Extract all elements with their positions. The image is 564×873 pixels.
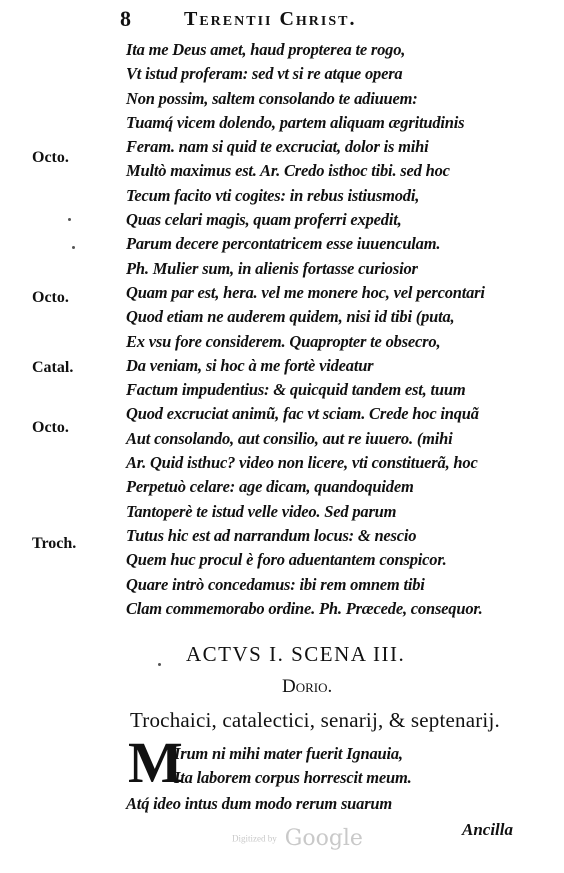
verse-line: Ex vsu fore considerem. Quapropter te obsecro, (126, 331, 441, 351)
verse-line: Da veniam, si hoc à me fortè videatur (126, 355, 374, 375)
verse-line: Factum impudentius: & quicquid tandem est, tuum (126, 380, 466, 400)
margin-note-octo: Octo. (32, 419, 69, 436)
page-header (120, 6, 460, 32)
speaker-heading: Dorio. (282, 676, 333, 697)
dropcap-verse-block (174, 742, 412, 790)
meter-heading: Trochaici, catalectici, senarij, & septenarij. (130, 708, 500, 732)
ink-speck (72, 246, 75, 249)
verse-line: Perpetuò celare: age dicam, quandoquidem (126, 477, 414, 497)
verse-line: Quod excruciat animũ, fac vt sciam. Crede hoc inquã (126, 404, 479, 424)
verse-block (126, 38, 556, 621)
verse-line: Quas celari magis, quam proferri expedit, (126, 210, 402, 230)
catchword: Ancilla (462, 820, 514, 839)
verse-line: Vt istud proferam: sed vt si re atque opera (126, 64, 403, 84)
ink-speck (68, 218, 71, 221)
verse-line: Atq́ ideo intus dum modo rerum suarum (126, 794, 393, 813)
verse-line: Non possim, saltem consolando te adiuuem: (126, 88, 418, 108)
drop-cap: M (128, 730, 183, 795)
verse-line: Irum ni mihi mater fuerit Ignauia, (174, 744, 403, 763)
verse-line: Parum decere percontatricem esse iuuenculam. (126, 234, 441, 254)
watermark-prefix: Digitized by (232, 833, 277, 844)
margin-note-troch: Troch. (32, 535, 77, 552)
verse-line: Ar. Quid isthuc? video non licere, vti constituerã, hoc (126, 453, 478, 473)
margin-note-octo: Octo. (32, 289, 69, 306)
verse-line: Ita me Deus amet, haud propterea te rogo, (126, 40, 406, 59)
verse-line: Quam par est, hera. vel me monere hoc, vel percontari (126, 282, 485, 302)
margin-note-catal: Catal. (32, 359, 74, 376)
verse-line: Multò maximus est. Ar. Credo isthoc tibi. sed hoc (126, 161, 450, 181)
verse-line: Quem huc procul è foro aduentantem conspicor. (126, 550, 447, 570)
verse-line: Clam commemorabo ordine. Ph. Præcede, consequor. (126, 598, 483, 618)
act-scene-heading: ACTVS I. SCENA III. (186, 642, 406, 666)
verse-line: Feram. nam si quid te excruciat, dolor is mihi (126, 137, 429, 157)
verse-line: Quare intrò concedamus: ibi rem omnem tibi (126, 574, 425, 594)
verse-line: Tecum facito vti cogites: in rebus istiusmodi, (126, 185, 420, 205)
page-number: 8 (120, 6, 131, 31)
digitization-watermark (232, 826, 363, 851)
verse-line: Ph. Mulier sum, in alienis fortasse curiosior (126, 258, 418, 278)
ink-speck (158, 663, 161, 666)
verse-line: Tantoperè te istud velle video. Sed parum (126, 501, 397, 521)
google-logo: Google (284, 826, 363, 851)
verse-line: Quod etiam ne auderem quidem, nisi id tibi (puta, (126, 307, 455, 327)
verse-line: Aut consolando, aut consilio, aut re iuuero. (mihi (126, 428, 453, 448)
running-title: Terentii Christ. (184, 8, 357, 30)
verse-line: Tutus hic est ad narrandum locus: & nescio (126, 525, 417, 545)
margin-note-octo: Octo. (32, 149, 69, 166)
verse-line: Ita laborem corpus horrescit meum. (174, 768, 412, 787)
tail-verse-block (126, 792, 392, 816)
verse-line: Tuamq́ vicem dolendo, partem aliquam ægritudinis (126, 112, 465, 132)
